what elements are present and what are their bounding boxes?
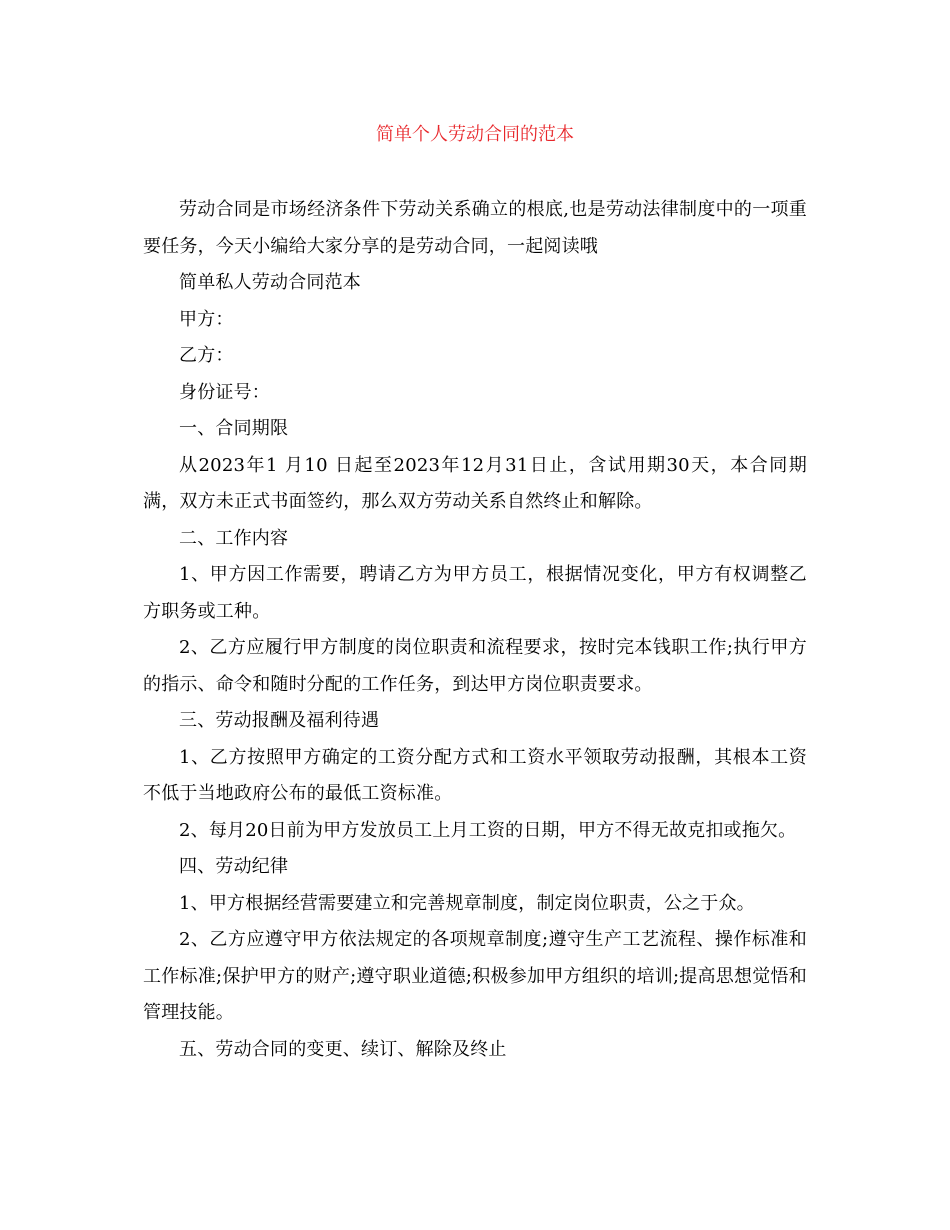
field-party-b: 乙方： <box>179 345 234 366</box>
field-party-a: 甲方： <box>179 308 234 330</box>
field-id-number: 身份证号： <box>179 381 270 403</box>
paragraph-subtitle: 简单私人劳动合同范本 <box>179 272 361 293</box>
section-heading-discipline: 四、劳动纪律 <box>179 856 289 877</box>
paragraph-intro: 劳动合同是市场经济条件下劳动关系确立的根底,也是劳动法律制度中的一项重要任务，今天小编给大家分享的是劳动合同，一起阅读哦 <box>143 199 807 257</box>
section-heading-changes: 五、劳动合同的变更、续订、解除及终止 <box>179 1038 507 1060</box>
section-heading-compensation: 三、劳动报酬及福利待遇 <box>179 710 380 731</box>
paragraph-discipline-1: 1、甲方根据经营需要建立和完善规章制度，制定岗位职责，公之于众。 <box>179 892 755 914</box>
paragraph-work-2: 2、乙方应履行甲方制度的岗位职责和流程要求，按时完本钱职工作;执行甲方的指示、命令和随时分配的工作任务，到达甲方岗位职责要求。 <box>143 637 807 695</box>
paragraph-compensation-2: 2、每月20日前为甲方发放员工上月工资的日期，甲方不得无故克扣或拖欠。 <box>179 819 797 841</box>
section-heading-term: 一、合同期限 <box>179 418 289 439</box>
paragraph-term: 从2023年1 月10 日起至2023年12月31日止，含试用期30天，本合同期满，双方未正式书面签约，那么双方劳动关系自然终止和解除。 <box>143 454 807 512</box>
document-body <box>143 192 807 1068</box>
paragraph-compensation-1: 1、乙方按照甲方确定的工资分配方式和工资水平领取劳动报酬，其根本工资不低于当地政府公布的最低工资标准。 <box>143 746 807 804</box>
section-heading-work-content: 二、工作内容 <box>179 527 289 549</box>
paragraph-discipline-2: 2、乙方应遵守甲方依法规定的各项规章制度;遵守生产工艺流程、操作标准和工作标准;保护甲方的财产;遵守职业道德;积极参加甲方组织的培训;提高思想觉悟和管理技能。 <box>143 929 807 1023</box>
document-title: 简单个人劳动合同的范本 <box>376 124 574 145</box>
paragraph-work-1: 1、甲方因工作需要，聘请乙方为甲方员工，根据情况变化，甲方有权调整乙方职务或工种。 <box>143 564 807 622</box>
